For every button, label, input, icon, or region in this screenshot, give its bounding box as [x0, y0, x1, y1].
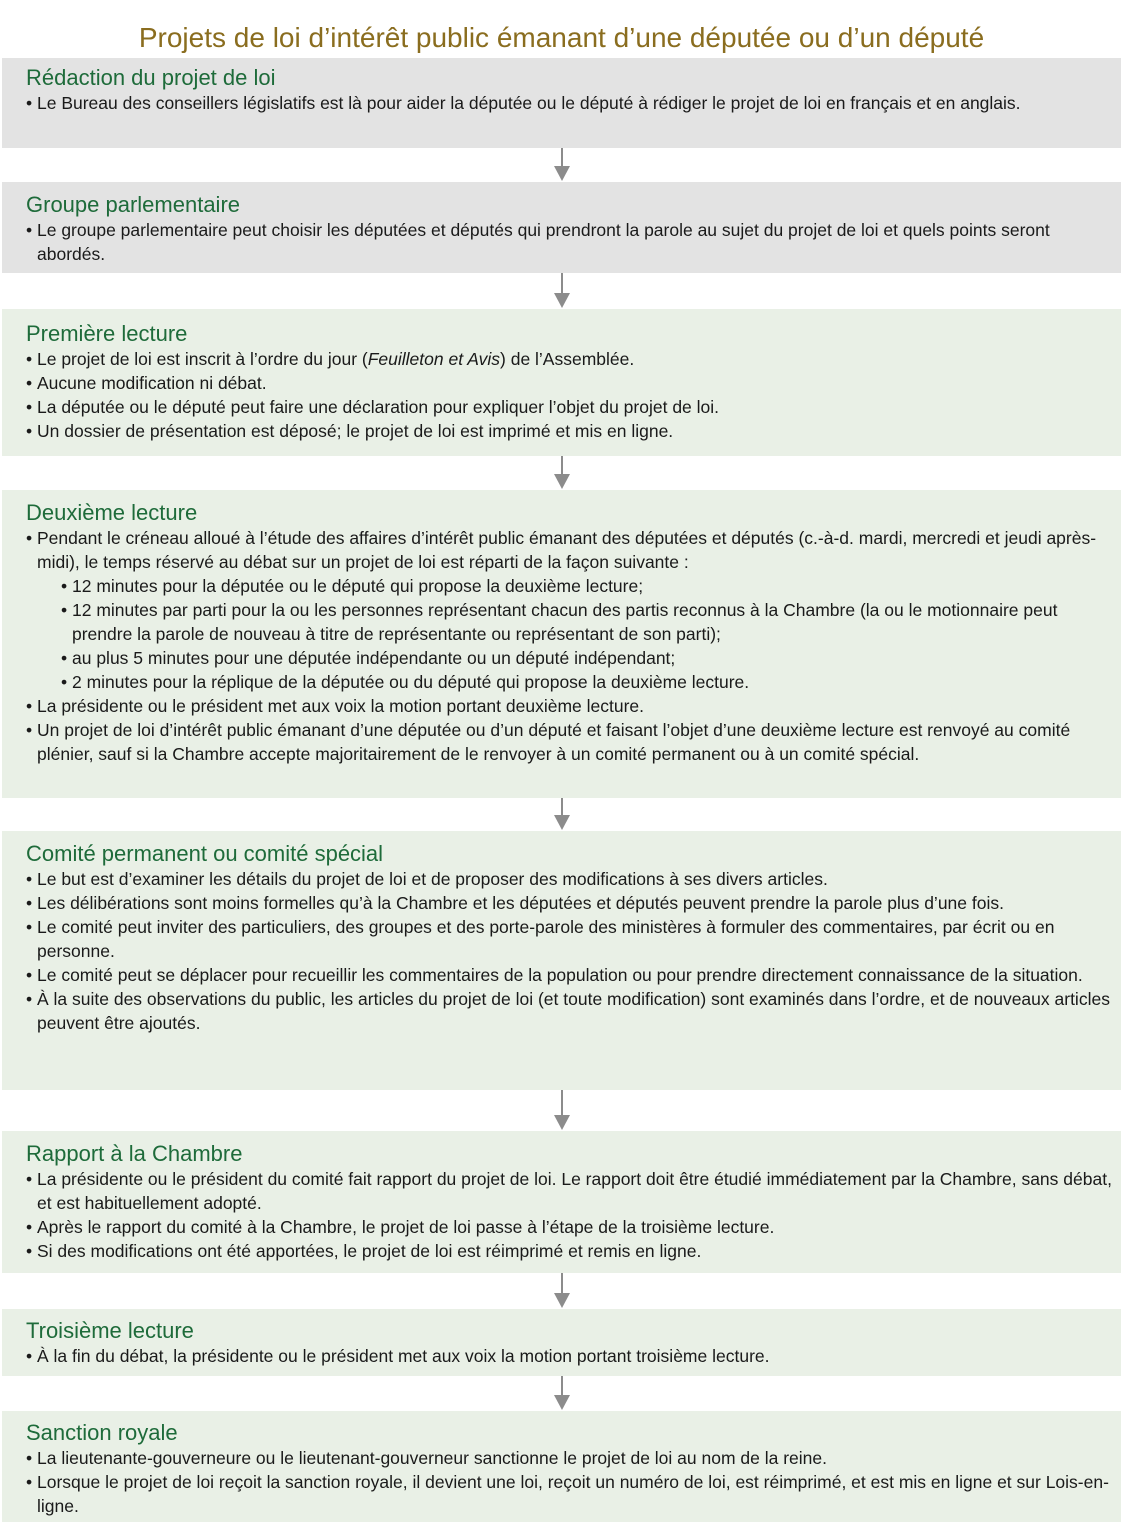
page-title: Projets de loi d’intérêt public émanant d’une députée ou d’un député — [138, 21, 985, 53]
bullet-item: • Aucune modification ni débat. — [26, 371, 1121, 395]
bullet-list — [26, 1167, 1121, 1263]
sub-bullet-item: • 2 minutes pour la réplique de la députée ou du député qui propose la deuxième lecture. — [61, 670, 1121, 694]
bullet-item: • Lorsque le projet de loi reçoit la sanction royale, il devient une loi, reçoit un numéro de loi, est réimprimé, et est mis en ligne et sur Lois-en-ligne. — [26, 1470, 1121, 1518]
step-box-sanction-royale — [2, 1411, 1121, 1522]
bullet-list — [26, 1344, 1121, 1368]
bullet-item: • Si des modifications ont été apportées, le projet de loi est réimprimé et remis en ligne. — [26, 1239, 1121, 1263]
bullet-item: • À la fin du débat, la présidente ou le président met aux voix la motion portant troisième lecture. — [26, 1344, 1121, 1368]
bullet-list — [26, 1446, 1121, 1518]
bullet-item: • La présidente ou le président met aux voix la motion portant deuxième lecture. — [26, 694, 1121, 718]
bullet-item — [26, 347, 1121, 371]
step-box-comite — [2, 831, 1121, 1090]
bullet-text: Le projet de loi est inscrit à l’ordre du jour ( — [37, 349, 368, 369]
bullet-item: • À la suite des observations du public, les articles du projet de loi (et toute modification) sont examinés dans l’ordre, et de nouveaux articles peuvent être ajoutés. — [26, 987, 1121, 1035]
down-arrow-icon — [551, 1090, 573, 1131]
bullet-item: • Le but est d’examiner les détails du projet de loi et de proposer des modifications à ses divers articles. — [26, 867, 1121, 891]
bullet-list — [26, 867, 1121, 1035]
bullet-item: • Un dossier de présentation est déposé; le projet de loi est imprimé et mis en ligne. — [26, 419, 1121, 443]
step-heading: Rédaction du projet de loi — [26, 65, 276, 90]
step-heading: Première lecture — [26, 321, 188, 346]
bullet-list — [26, 218, 1121, 266]
step-heading: Groupe parlementaire — [26, 192, 241, 217]
step-heading: Deuxième lecture — [26, 500, 198, 525]
down-arrow-icon — [551, 273, 573, 309]
step-heading: Sanction royale — [26, 1420, 178, 1445]
sub-bullet-item: • au plus 5 minutes pour une députée indépendante ou un député indépendant; — [61, 646, 1121, 670]
bullet-item: • La présidente ou le président du comité fait rapport du projet de loi. Le rapport doit être étudié immédiatement par la Chambre, sans débat, et est habituellement adopté. — [26, 1167, 1121, 1215]
bullet-item: • La députée ou le député peut faire une déclaration pour expliquer l’objet du projet de loi. — [26, 395, 1121, 419]
bullet-item: • Le comité peut se déplacer pour recueillir les commentaires de la population ou pour prendre directement connaissance de la situation. — [26, 963, 1121, 987]
bullet-list — [26, 526, 1121, 766]
down-arrow-icon — [551, 1376, 573, 1411]
bullet-text: Pendant le créneau alloué à l’étude des affaires d’intérêt public émanant des députées et députés (c.-à-d. mardi, mercredi et jeudi après-midi), le temps réservé au débat sur un projet de loi est réparti de la façon suivante : — [37, 528, 1097, 572]
publication-name: Feuilleton et Avis — [367, 349, 501, 369]
down-arrow-icon — [551, 456, 573, 490]
step-box-rapport — [2, 1131, 1121, 1273]
down-arrow-icon — [551, 798, 573, 831]
step-heading: Troisième lecture — [26, 1318, 194, 1343]
step-box-troisieme-lecture — [2, 1309, 1121, 1376]
sub-bullet-list — [26, 574, 1121, 694]
bullet-list — [26, 91, 1121, 115]
down-arrow-icon — [551, 148, 573, 182]
bullet-text: ) de l’Assemblée. — [500, 349, 635, 369]
bullet-list — [26, 347, 1121, 443]
bullet-item: • Le Bureau des conseillers législatifs est là pour aider la députée ou le député à rédiger le projet de loi en français et en anglais. — [26, 91, 1121, 115]
bullet-item: • Après le rapport du comité à la Chambre, le projet de loi passe à l’étape de la troisième lecture. — [26, 1215, 1121, 1239]
step-box-groupe-parlementaire — [2, 182, 1121, 273]
step-box-premiere-lecture — [2, 309, 1121, 456]
bullet-item — [26, 526, 1121, 694]
down-arrow-icon — [551, 1273, 573, 1309]
step-box-deuxieme-lecture — [2, 490, 1121, 798]
bullet-item: • Le groupe parlementaire peut choisir les députées et députés qui prendront la parole au sujet du projet de loi et quels points seront abordés. — [26, 218, 1121, 266]
bullet-item: • Le comité peut inviter des particuliers, des groupes et des porte-parole des ministères à formuler des commentaires, par écrit ou en personne. — [26, 915, 1121, 963]
sub-bullet-item: • 12 minutes par parti pour la ou les personnes représentant chacun des partis reconnus à la Chambre (la ou le motionnaire peut prendre la parole de nouveau à titre de représentante ou représentant de son parti); — [61, 598, 1121, 646]
bullet-item: • Les délibérations sont moins formelles qu’à la Chambre et les députées et députés peuvent prendre la parole plus d’une fois. — [26, 891, 1121, 915]
bullet-item: • Un projet de loi d’intérêt public émanant d’une députée ou d’un député et faisant l’objet d’une deuxième lecture est renvoyé au comité plénier, sauf si la Chambre accepte majoritairement de le renvoyer à un comité permanent ou à un comité spécial. — [26, 718, 1121, 766]
step-box-redaction — [2, 58, 1121, 148]
step-heading: Comité permanent ou comité spécial — [26, 841, 384, 866]
bullet-item: • La lieutenante-gouverneure ou le lieutenant-gouverneur sanctionne le projet de loi au nom de la reine. — [26, 1446, 1121, 1470]
sub-bullet-item: • 12 minutes pour la députée ou le député qui propose la deuxième lecture; — [61, 574, 1121, 598]
step-heading: Rapport à la Chambre — [26, 1141, 243, 1166]
